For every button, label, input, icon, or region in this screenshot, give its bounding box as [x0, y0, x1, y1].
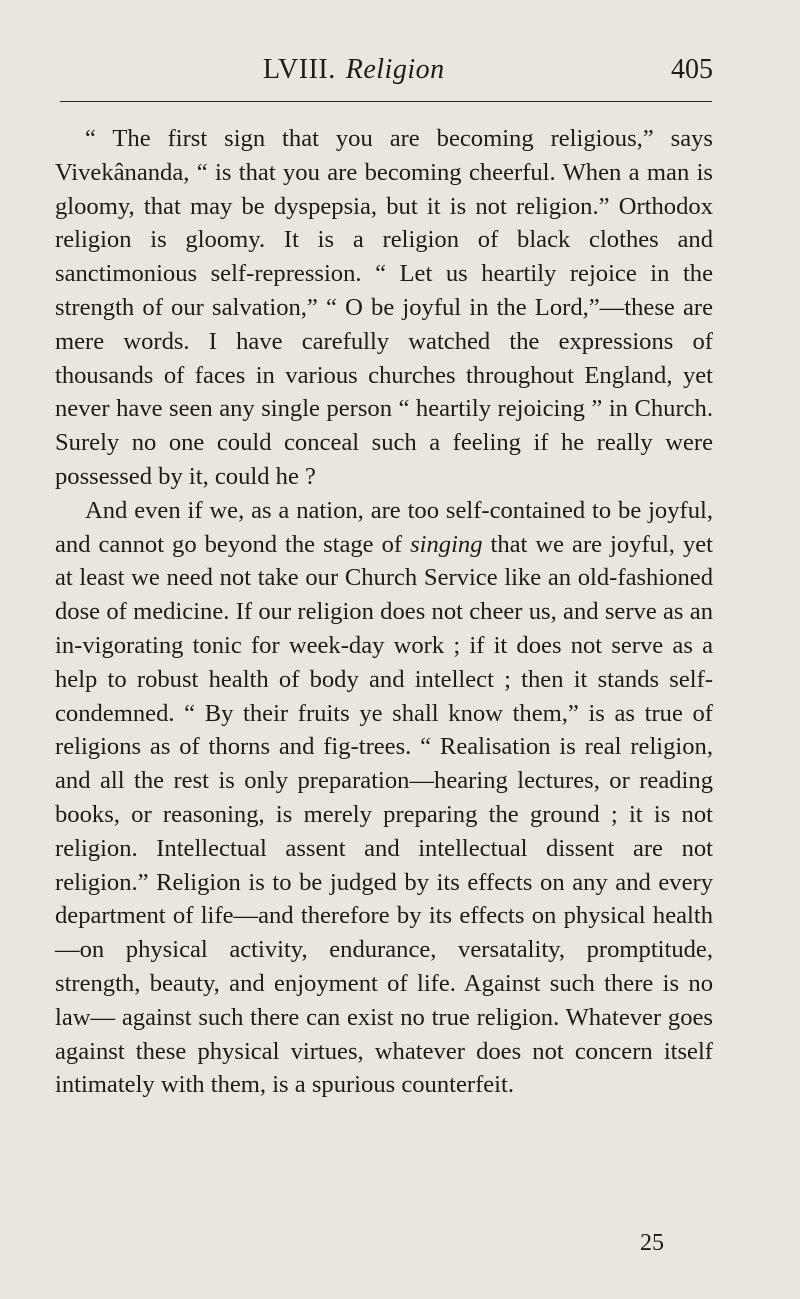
- paragraph-2-text-end: that we are joyful, yet at least we need not take our Church Service like an old-fashioned dose of medicine. If our religion does not cheer us, and serve as an in-vigorating tonic for week-day work ; if it does not serve as a help to robust health of body and intellect ; then it stands self-condemned. “ By their fruits ye shall know them,” is as true of religions as of thorns and fig-trees. “ Realisation is real religion, and all the rest is only preparation—hearing lectures, or reading books, or reasoning, is merely preparing the ground ; it is not religion. Intellectual assent and intellectual dissent are not religion.” Religion is to be judged by its effects on any and every department of life—and therefore by its effects on physical health—on physical activity, endurance, versatality, promptitude, strength, beauty, and enjoyment of life. Against such there is no law— against such there can exist no true religion. Whatever goes against these physical virtues, whatever does not concern itself intimately with them, is a spurious counterfeit.: [55, 530, 713, 1099]
- printer-signature-mark: 25: [640, 1230, 664, 1256]
- emphasized-word: singing: [410, 530, 483, 558]
- body-text: [55, 122, 713, 1102]
- chapter-heading: [263, 50, 445, 90]
- paragraph-1-text: “ The first sign that you are becoming religious,” says Vivekânanda, “ is that you are becoming cheerful. When a man is gloomy, that may be dyspepsia, but it is not religion.” Orthodox religion is gloomy. It is a religion of black clothes and sanctimonious self-repression. “ Let us heartily rejoice in the strength of our salvation,” “ O be joyful in the Lord,”—these are mere words. I have carefully watched the expressions of thousands of faces in various churches throughout England, yet never have seen any single person “ heartily rejoicing ” in Church. Surely no one could conceal such a feeling if he really were possessed by it, could he ?: [55, 125, 713, 490]
- page-number: 405: [671, 54, 713, 85]
- header-rule: [60, 101, 712, 102]
- paragraph-2: [55, 494, 713, 1102]
- chapter-number: LVIII.: [263, 54, 336, 85]
- running-head: [55, 50, 715, 90]
- paragraph-1: [55, 122, 713, 494]
- paragraph-2-text-start: And even if we, as a nation, are too self-contained to be joyful, and cannot go beyond the stage of: [55, 496, 713, 558]
- chapter-title: Religion: [345, 54, 445, 85]
